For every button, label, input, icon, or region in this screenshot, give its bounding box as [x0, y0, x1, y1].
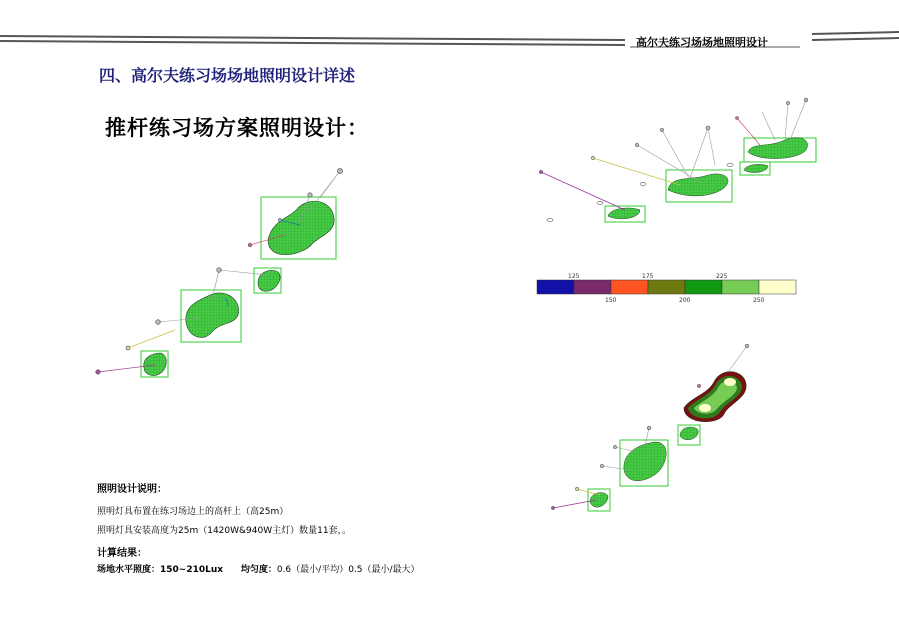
scale-swatch [648, 280, 685, 294]
scale-swatch [722, 280, 759, 294]
scale-label-top: 225 [716, 273, 728, 280]
scale-swatch [685, 280, 722, 294]
calc-results [97, 562, 420, 575]
calc-heading: 计算结果： [97, 548, 147, 559]
layout-diagram-iso-bottom [545, 340, 755, 515]
uniformity-label: 均匀度： [240, 565, 277, 575]
scale-label-top: 175 [642, 273, 654, 280]
page-subtitle: 推杆练习场方案照明设计： [105, 115, 369, 140]
layout-diagram-iso-top [535, 95, 825, 230]
scale-swatch [759, 280, 796, 294]
header-title: 高尔夫练习场场地照明设计 [636, 36, 768, 49]
illuminance-scale [535, 270, 800, 305]
notes-line-2: 照明灯具安装高度为25m（1420W&940W主灯）数量11套，。 [97, 526, 352, 536]
illuminance-value: 150~210Lux [160, 565, 224, 575]
scale-swatch [574, 280, 611, 294]
scale-label-bottom: 150 [605, 297, 617, 304]
scale-swatch [611, 280, 648, 294]
scale-label-top: 125 [568, 273, 580, 280]
illuminance-label: 场地水平照度： [97, 565, 161, 575]
scale-label-bottom: 250 [753, 297, 765, 304]
notes-line-1: 照明灯具布置在练习场边上的高杆上（高25m） [97, 507, 289, 517]
scale-label-bottom: 200 [679, 297, 691, 304]
layout-diagram-main [90, 160, 360, 385]
section-title: 四、高尔夫练习场场地照明设计详述 [99, 66, 356, 85]
scale-swatch [537, 280, 574, 294]
notes-heading: 照明设计说明： [97, 484, 167, 495]
uniformity-value: 0.6（最小/平均）0.5（最小/最大） [276, 565, 420, 575]
